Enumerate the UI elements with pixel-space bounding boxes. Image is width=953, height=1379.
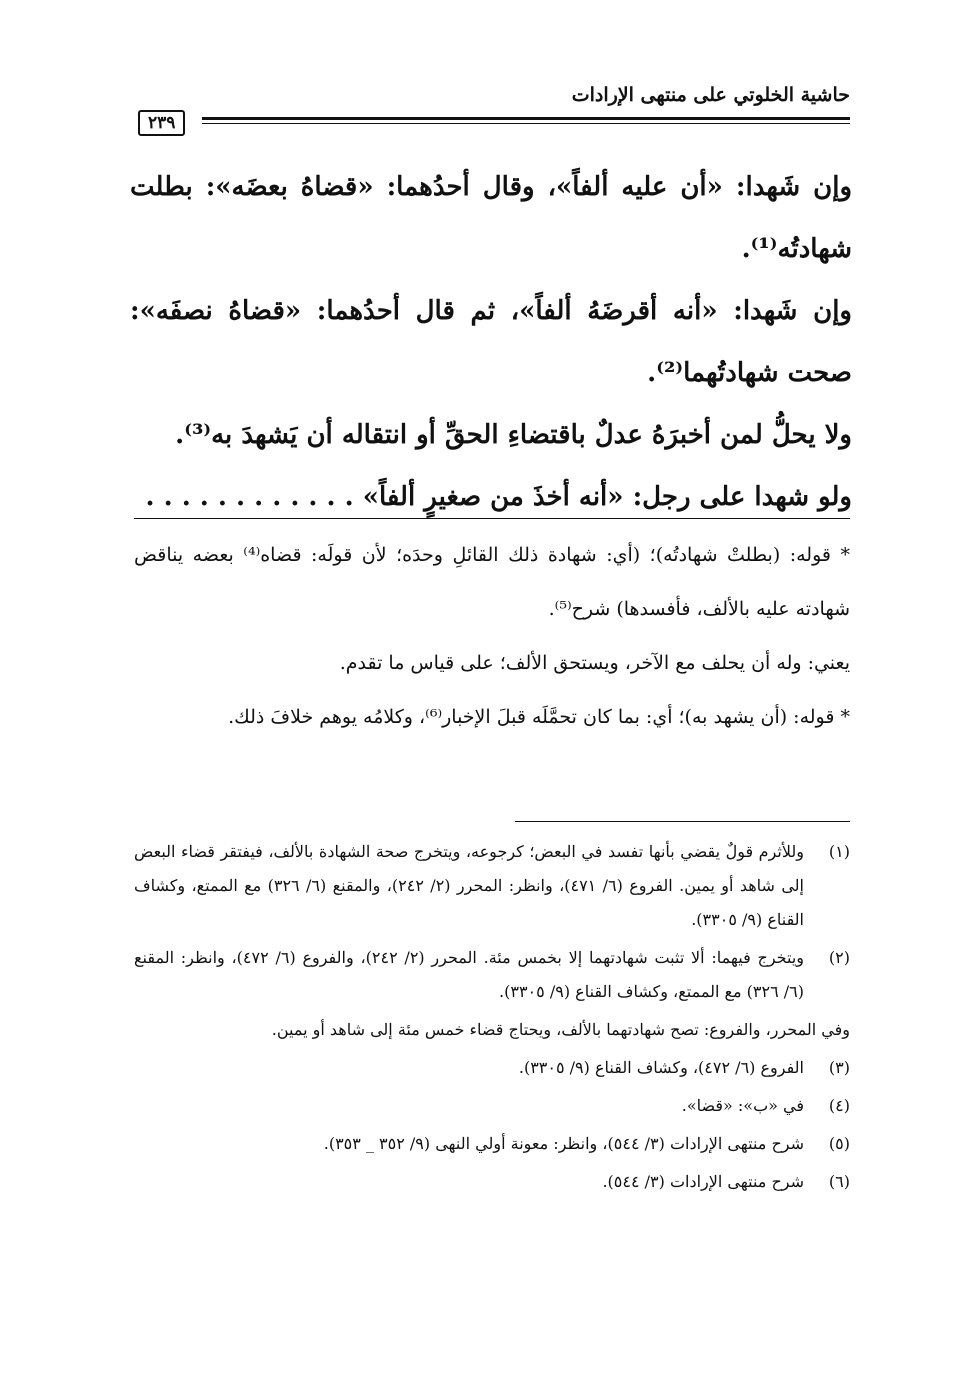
running-title: حاشية الخلوتي على منتهى الإرادات (571, 84, 850, 106)
main-line: ولو شهدا على رجل: «أنه أخذَ من صغيرٍ ألفاً» . . . . . . . . . . . . (145, 482, 852, 512)
footnote-text: الفروع (٦/ ٤٧٢)، وكشاف القناع (٩/ ٣٣٠٥). (518, 1058, 804, 1077)
footnote-text: في «ب»: «قضا». (681, 1096, 804, 1115)
main-line: ولا يحلُّ لمن أخبرَهُ عدلٌ باقتضاءِ الحقِّ أو انتقاله أن يَشهدَ به⁽³⁾. (175, 420, 852, 450)
footnote (134, 1165, 850, 1199)
footnote (134, 1089, 850, 1123)
footnotes (134, 835, 850, 1203)
footnote-number: (٥) (828, 1134, 850, 1153)
footnote (134, 1051, 850, 1085)
footnote-number: (٢) (828, 948, 850, 967)
page-header (138, 84, 850, 134)
footnote-number: (١) (828, 842, 850, 861)
footnote-separator (515, 821, 850, 822)
commentary-paragraph: يعني: وله أن يحلف مع الآخر، ويستحق الألف؛ على قياس ما تقدم. (339, 652, 850, 674)
footnote (134, 835, 850, 937)
footnote (134, 1127, 850, 1161)
footnote-number: (٤) (828, 1096, 850, 1115)
commentary (134, 528, 850, 744)
footnote-text: وللأثرم قولٌ يقضي بأنها تفسد في البعض؛ كرجوعه، ويتخرج صحة الشهادة بالألف، فيفتقر قضاء البعض إلى شاهد أو يمين. الفروع (٦/ ٤٧١)، وانظر: المحرر (٢/ ٢٤٢)، والمقنع (٦/ ٣٢٦) مع الممتع، وكشاف القناع (٩/ ٣٣٠٥). (134, 842, 804, 929)
footnote-continuation: وفي المحرر، والفروع: تصح شهادتهما بالألف، ويحتاج قضاء خمس مئة إلى شاهد أو يمين. (271, 1020, 850, 1039)
footnote-number: (٣) (828, 1058, 850, 1077)
footnote (134, 941, 850, 1009)
main-line: وإن شَهدا: «أن عليه ألفاً»، وقال أحدُهما: «قضاهُ بعضَه»: بطلت شهادتُه⁽¹⁾. (130, 172, 852, 264)
main-separator (134, 518, 850, 519)
footnote-text: ويتخرج فيهما: ألا تثبت شهادتهما إلا بخمس مئة. المحرر (٢/ ٢٤٢)، والفروع (٦/ ٤٧٢)، وانظر: المقنع (٦/ ٣٢٦) مع الممتع، وكشاف القناع (٩/ ٣٣٠٥). (134, 948, 805, 1001)
main-text (130, 156, 852, 528)
header-rule-thick (202, 117, 850, 120)
footnote-text: شرح منتهى الإرادات (٣/ ٥٤٤). (602, 1172, 804, 1191)
header-rule-thin (202, 123, 850, 124)
main-line: وإن شَهدا: «أنه أقرضَهُ ألفاً»، ثم قال أحدُهما: «قضاهُ نصفَه»: صحت شهادتُهما⁽²⁾. (130, 296, 852, 388)
footnote-text: شرح منتهى الإرادات (٣/ ٥٤٤)، وانظر: معونة أولي النهى (٩/ ٣٥٢ _ ٣٥٣). (323, 1134, 804, 1153)
page-number: ٢٣٩ (138, 110, 185, 136)
commentary-paragraph: * قوله: (بطلتْ شهادتُه)؛ (أي: شهادة ذلك القائلِ وحدَه؛ لأن قولَه: قضاه⁽⁴⁾ بعضه يناقض شهادته عليه بالألف، فأفسدها) شرح⁽⁵⁾. (134, 544, 850, 620)
footnote-number: (٦) (828, 1172, 850, 1191)
commentary-paragraph: * قوله: (أن يشهد به)؛ أي: بما كان تحمَّلَه قبلَ الإخبار⁽⁶⁾، وكلامُه يوهم خلافَ ذلك. (228, 706, 850, 728)
